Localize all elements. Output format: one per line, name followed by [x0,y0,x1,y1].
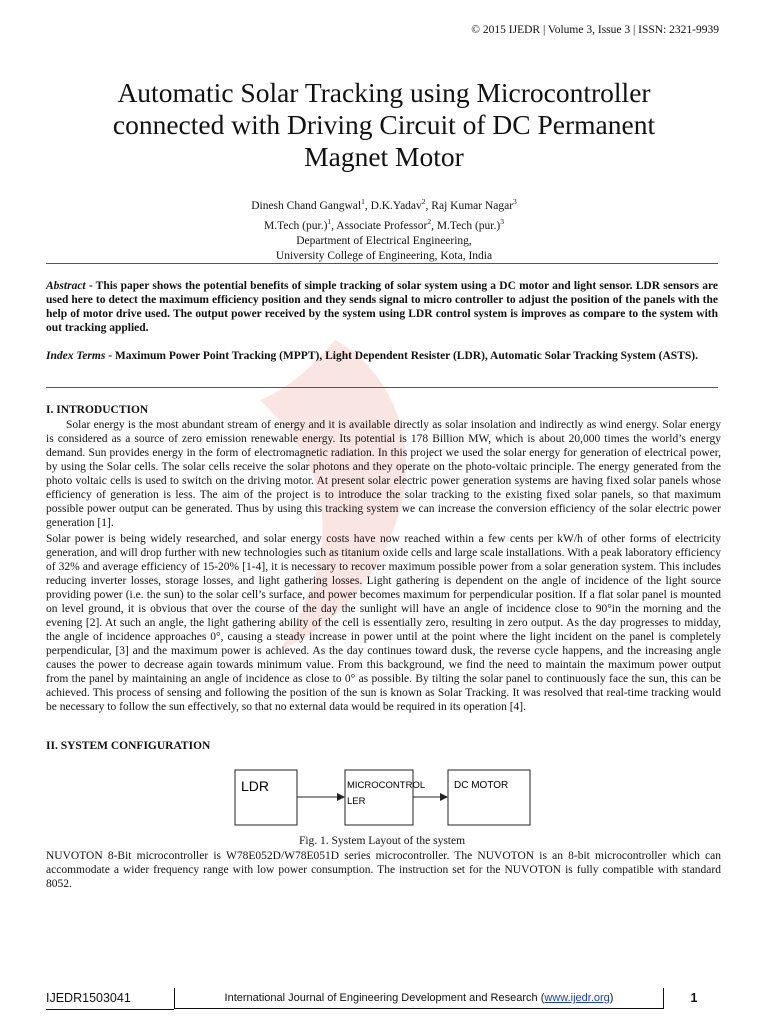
divider [46,387,718,388]
paper-title [40,77,728,173]
paragraph-text: Solar power is being widely researched, and solar energy costs have now reached within a few cents per kW/h of other forms of electricity generation, and will drop further with new technologies such as titanium oxide cells and large scale installations. With a peak laboratory efficiency of 32% and average efficiency of 15-20% [1-4], it is necessary to recover maximum possible power from a solar generation system. This includes reducing inverter losses, storage losses, and light gathering losses. Light gathering is dependent on the angle of incidence of the light source providing power (i.e. the sun) to the solar cell’s surface, and power becomes maximum for perpendicular position. If a flat solar panel is mounted on level ground, it is obvious that over the course of the day the sunlight will have an angle of incidence close to 90°in the morning and the evening [2]. At such an angle, the light gathering ability of the cell is essentially zero, resulting in zero output. As the day progresses to midday, the angle of incidence approaches 0°, causing a steady increase in power until at the point where the light incident on the panel is completely perpendicular, [3] and the maximum power is achieved. As the day continues toward dusk, the reverse cycle happens, and the increasing angle causes the power to decrease again towards minimum value. From this background, we find the need to maintain the maximum power output from the panel by maintaining an angle of incidence as close to 0° as possible. By tilting the solar panel to continuously face the sun, this can be achieved. This process of sensing and following the position of the sun is known as Solar Tracking. It was resolved that real-time tracking would be necessary to follow the sun effectively, so that no external data would be required in its operation [4]. [46,533,721,713]
title-line: Automatic Solar Tracking using Microcontroller [117,77,651,108]
figure-caption: Fig. 1. System Layout of the system [298,835,466,847]
affiliation-mark: 1 [327,216,332,226]
title-line: Magnet Motor [304,141,464,172]
author-role: , Associate Professor [331,219,428,232]
dc-motor-box-label: DC MOTOR [454,780,509,791]
index-terms-lead: Index Terms [46,350,106,362]
abstract-text: - This paper shows the potential benefits of simple tracking of solar system using a DC motor and light sensor. LDR sensors are used here to detect the maximum efficiency position and they sends signal to micro controller to adjust the position of the panels with the help of motor drive used. The output power received by the system using LDR control system is improves as compare to the system with out tracking applied. [46,280,718,334]
paragraph-text: NUVOTON 8-Bit microcontroller is W78E052D/W78E051D series microcontroller. The NUVOTON is an 8-bit microcontroller which can accommodate a wider frequency range with low power consumption. The instruction set for the NUVOTON is fully compatible with standard 8052. [46,850,721,890]
author-names [40,194,728,214]
section-heading-introduction: I. INTRODUCTION [46,404,149,416]
affiliation-mark: 3 [500,216,504,226]
author-name: , D.K.Yadav [364,199,422,212]
affiliation-mark: 2 [427,216,432,226]
journal-header: © 2015 IJEDR | Volume 3, Issue 3 | ISSN: 2321-9939 [471,24,719,36]
paragraph-text: Solar energy is the most abundant stream of energy and it is available directly as solar insolation and indirectly as wind energy. Solar energy is considered as a source of zero emission renewable energy. Its potential is 178 Billion MW, which is about 20,000 times the world’s energy demand. Sun provides energy in the form of electromagnetic radiation. In this project we used the solar energy for generation of electrical power, by using the Solar cells. The solar cells receive the solar photons and they operate on the photo-voltaic principle. The energy generated from the photo voltaic cells is used to switch on the driving motor. At present solar electric power generation systems are having fixed solar panels whose efficiency of generation is less. The aim of the project is to introduce the solar tracking to the existing fixed solar panels, so that maximum possible power output can be generated. Thus by using this tracking system we can increase the conversion efficiency of the solar electric power generation [1]. [46,419,721,529]
journal-footer [174,988,664,1009]
journal-suffix: ) [609,992,614,1004]
abstract [46,279,718,335]
author-roles [40,214,728,234]
abstract-lead: Abstract [46,280,86,292]
journal-name: International Journal of Engineering Development and Research ( [224,992,545,1004]
affiliation-mark: 3 [513,197,517,206]
microcontroller-box-label: MICROCONTROL [347,780,426,791]
ldr-box-label: LDR [241,778,270,794]
author-role: , M.Tech (pur.) [431,219,501,232]
divider [46,263,718,264]
author-role: M.Tech (pur.) [264,219,328,232]
intro-paragraph-2 [46,532,721,714]
author-block [40,194,728,264]
footer-rule [46,1009,174,1010]
paper-id: IJEDR1503041 [46,991,131,1005]
index-terms [46,349,718,363]
university: University College of Engineering, Kota, India [275,249,493,262]
department: Department of Electrical Engineering, [296,234,472,247]
index-terms-text: - Maximum Power Point Tracking (MPPT), Light Dependent Resister (LDR), Automatic Solar Tracking System (ASTS). [105,350,698,362]
system-layout-diagram [225,760,555,830]
affiliation-mark: 1 [361,197,365,206]
section-heading-system-configuration: II. SYSTEM CONFIGURATION [46,740,211,752]
page-footer [46,988,722,1010]
journal-link[interactable]: www.ijedr.org [544,992,610,1004]
title-line: connected with Driving Circuit of DC Permanent [112,109,656,140]
microcontroller-box-label: LER [347,796,366,807]
author-name: , Raj Kumar Nagar [425,199,514,212]
system-paragraph [46,849,721,891]
affiliation-mark: 2 [421,197,426,206]
page-number: 1 [690,991,698,1005]
intro-paragraph-1 [46,418,721,530]
author-name: Dinesh Chand Gangwal [251,199,362,212]
